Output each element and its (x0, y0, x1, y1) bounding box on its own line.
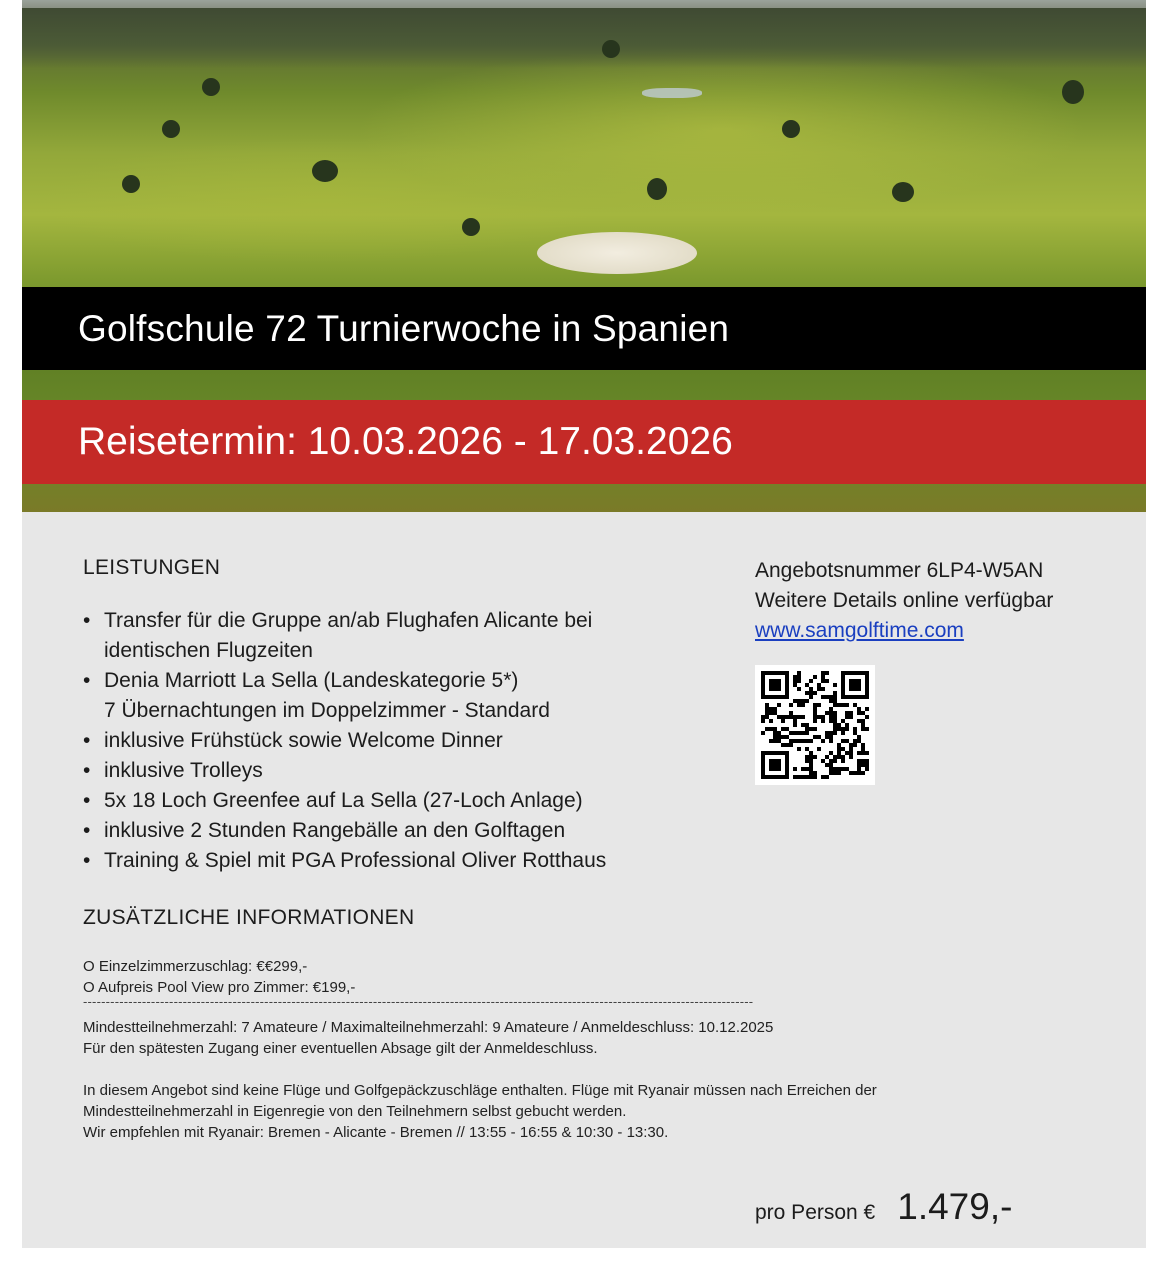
flights-note-cont: Mindestteilnehmerzahl in Eigenregie von den Teilnehmern selbst gebucht werden. (83, 1103, 627, 1120)
tree (312, 160, 338, 182)
flights-note: In diesem Angebot sind keine Flüge und Golfgepäckzuschläge enthalten. Flüge mit Ryanair müssen nach Erreichen der (83, 1082, 877, 1099)
deadline-note: Für den spätesten Zugang einer eventuellen Absage gilt der Anmeldeschluss. (83, 1040, 598, 1057)
price-block (755, 1186, 1012, 1228)
price-amount: 1.479,- (897, 1186, 1013, 1227)
title-band (22, 287, 1146, 370)
list-item: • Training & Spiel mit PGA Professional Oliver Rotthaus (83, 846, 703, 876)
page-title: Golfschule 72 Turnierwoche in Spanien (78, 307, 730, 349)
flight-recommendation: Wir empfehlen mit Ryanair: Bremen - Alicante - Bremen // 13:55 - 16:55 & 10:30 - 13:30. (83, 1124, 669, 1141)
qr-code[interactable] (755, 665, 875, 785)
date-band (22, 400, 1146, 484)
offer-number: Angebotsnummer 6LP4-W5AN (755, 559, 1044, 582)
pool-view-surcharge: O Aufpreis Pool View pro Zimmer: €199,- (83, 979, 356, 996)
list-item: • inklusive Trolleys (83, 756, 703, 786)
participant-note: Mindestteilnehmerzahl: 7 Amateure / Maximalteilnehmerzahl: 9 Amateure / Anmeldeschluss: 10.12.2025 (83, 1019, 774, 1036)
golf-course-hero-image (22, 0, 1146, 512)
single-room-surcharge: O Einzelzimmerzuschlag: €€299,- (83, 958, 308, 975)
tree (892, 182, 914, 202)
tree (1062, 80, 1084, 104)
pond (642, 88, 702, 98)
additional-info-heading: ZUSÄTZLICHE INFORMATIONEN (83, 906, 415, 929)
tree (782, 120, 800, 138)
list-item: • inklusive 2 Stunden Rangebälle an den Golftagen (83, 816, 703, 846)
services-heading: LEISTUNGEN (83, 556, 221, 579)
tree (122, 175, 140, 193)
dashed-divider: ---------------------------------------------------------------------------------------------------------------------------------------------------- (83, 996, 754, 1008)
details-online: Weitere Details online verfügbar (755, 589, 1054, 612)
tree (602, 40, 620, 58)
tree (202, 78, 220, 96)
list-item: • 5x 18 Loch Greenfee auf La Sella (27-Loch Anlage) (83, 786, 703, 816)
bottom-edge (22, 1248, 1146, 1264)
offer-info (755, 556, 1053, 646)
website-link[interactable]: www.samgolftime.com (755, 619, 964, 642)
tree (462, 218, 480, 236)
surcharge-options (83, 956, 355, 998)
offer-card (22, 0, 1146, 1264)
price-label: pro Person € (755, 1201, 876, 1224)
notes-block (83, 1017, 877, 1143)
tree (647, 178, 667, 200)
list-item: • Transfer für die Gruppe an/ab Flughafen Alicante bei identischen Flugzeiten (83, 606, 703, 666)
services-list (83, 606, 703, 876)
travel-dates: Reisetermin: 10.03.2026 - 17.03.2026 (78, 420, 733, 463)
qr-code-icon (761, 671, 869, 779)
sand-bunker (537, 232, 697, 274)
list-item: • inklusive Frühstück sowie Welcome Dinner (83, 726, 703, 756)
tree (162, 120, 180, 138)
list-item: • Denia Marriott La Sella (Landeskategorie 5*) 7 Übernachtungen im Doppelzimmer - Standard (83, 666, 703, 726)
